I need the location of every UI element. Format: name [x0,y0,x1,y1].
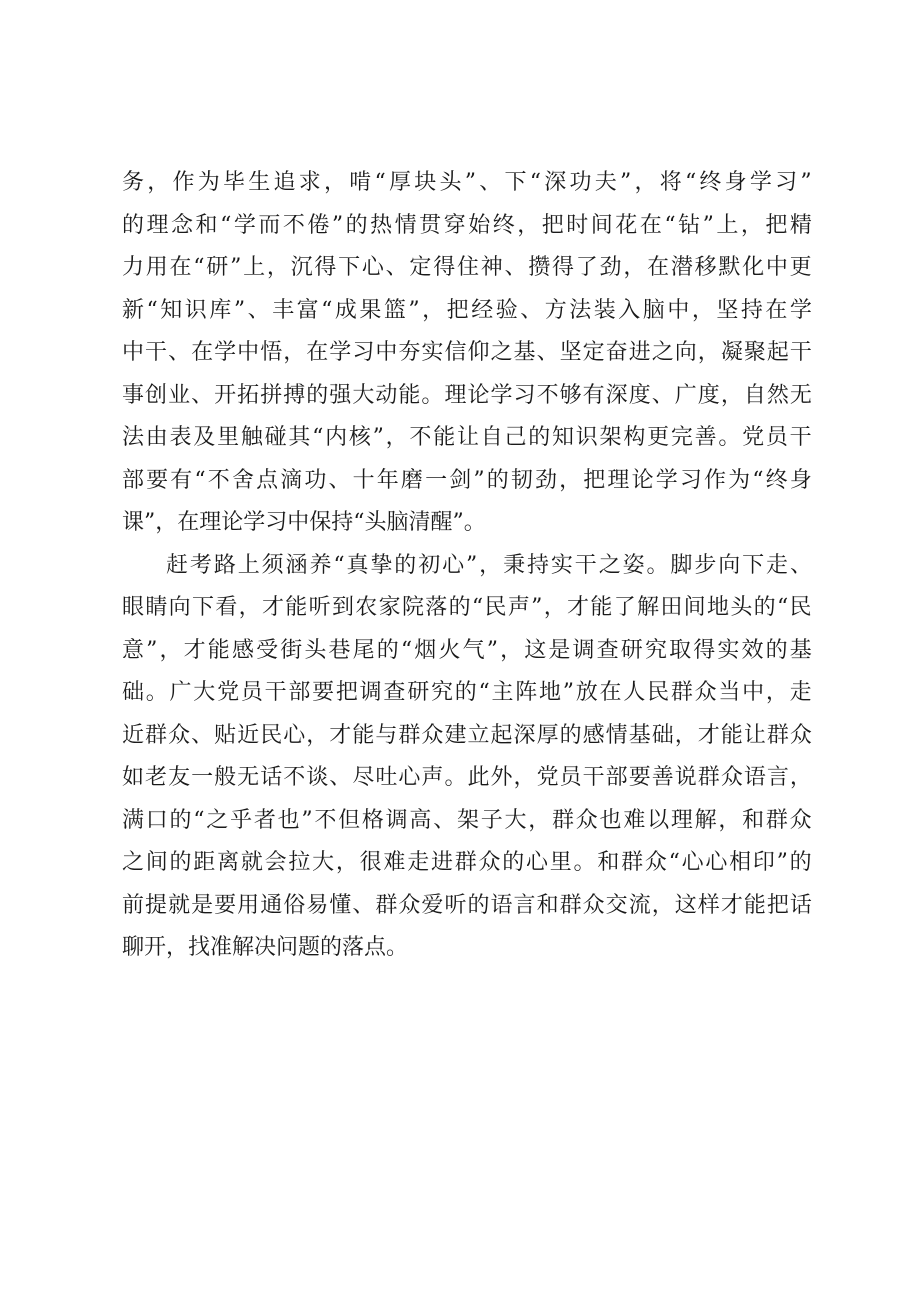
text-line: 事 创 业 、 开 拓 拼 搏 的 强 大 动 能 。 理 论 学 习 不 够 有 深 度 、 广 度 ， 自 然 无 [122,382,812,408]
text-line: 力 用 在 “ 研 ” 上 ， 沉 得 下 心 、 定 得 住 神 、 攒 得 了 劲 ， 在 潜 移 默 化 中 更 [122,255,812,280]
text-line: 务 ， 作 为 毕 生 追 求 ， 啃 “ 厚 块 头 ” 、 下 “ 深 功 夫 ” ， 将 “ 终 身 学 习 ” [122,170,812,195]
text-line: 近 群 众 、 贴 近 民 心 ， 才 能 与 群 众 建 立 起 深 厚 的 感 情 基 础 ， 才 能 让 群 众 [122,722,812,748]
text-line: 眼 睛 向 下 看 ， 才 能 听 到 农 家 院 落 的 “ 民 声 ” ， 才 能 了 解 田 间 地 头 的 “ 民 [122,595,812,620]
text-line: 如 老 友 一 般 无 话 不 谈 、 尽 吐 心 声 。 此 外 ， 党 员 干 部 要 善 说 群 众 语 言 ， [122,765,812,790]
text-line: 意 ” ， 才 能 感 受 街 头 巷 尾 的 “ 烟 火 气 ” ， 这 是 调 查 研 究 取 得 实 效 的 基 [122,637,812,663]
text-line: 部 要 有 “ 不 舍 点 滴 功 、 十 年 磨 一 剑 ” 的 韧 劲 ， 把 理 论 学 习 作 为 “ 终 身 [122,467,812,493]
text-line: 前 提 就 是 要 用 通 俗 易 懂 、 群 众 爱 听 的 语 言 和 群 众 交 流 ， 这 样 才 能 把 话 [122,892,812,918]
text-line: 法 由 表 及 里 触 碰 其 “ 内 核 ” ， 不 能 让 自 己 的 知 识 架 构 更 完 善 。 党 员 干 [122,425,812,450]
text-line: 之 间 的 距 离 就 会 拉 大 ， 很 难 走 进 群 众 的 心 里 。 和 群 众 “ 心 心 相 印 ” 的 [122,850,812,875]
paragraph-2 [122,545,812,970]
text-line: 满 口 的 “ 之 乎 者 也 ” 不 但 格 调 高 、 架 子 大 ， 群 众 也 难 以 理 解 ， 和 群 众 [122,807,812,833]
text-line: 新 “ 知 识 库 ” 、 丰 富 “ 成 果 篮 ” ， 把 经 验 、 方 法 装 入 脑 中 ， 坚 持 在 学 [122,297,812,323]
text-line: 赶 考 路 上 须 涵 养 “ 真 挚 的 初 心 ” ， 秉 持 实 干 之 姿 。 脚 步 向 下 走 、 [166,552,812,578]
text-line: 课”，在理论学习中保持“头脑清醒”。 [122,510,486,535]
paragraph-1 [122,162,812,545]
text-line: 聊开，找准解决问题的落点。 [122,935,409,960]
text-line: 础 。 广 大 党 员 干 部 要 把 调 查 研 究 的 “ 主 阵 地 ” 放 在 人 民 群 众 当 中 ， 走 [122,680,812,705]
text-line: 中 干 、 在 学 中 悟 ， 在 学 习 中 夯 实 信 仰 之 基 、 坚 定 奋 进 之 向 ， 凝 聚 起 干 [122,340,812,365]
document-body [122,162,812,970]
text-line: 的 理 念 和 “ 学 而 不 倦 ” 的 热 情 贯 穿 始 终 ， 把 时 间 花 在 “ 钻 ” 上 ， 把 精 [122,212,812,238]
